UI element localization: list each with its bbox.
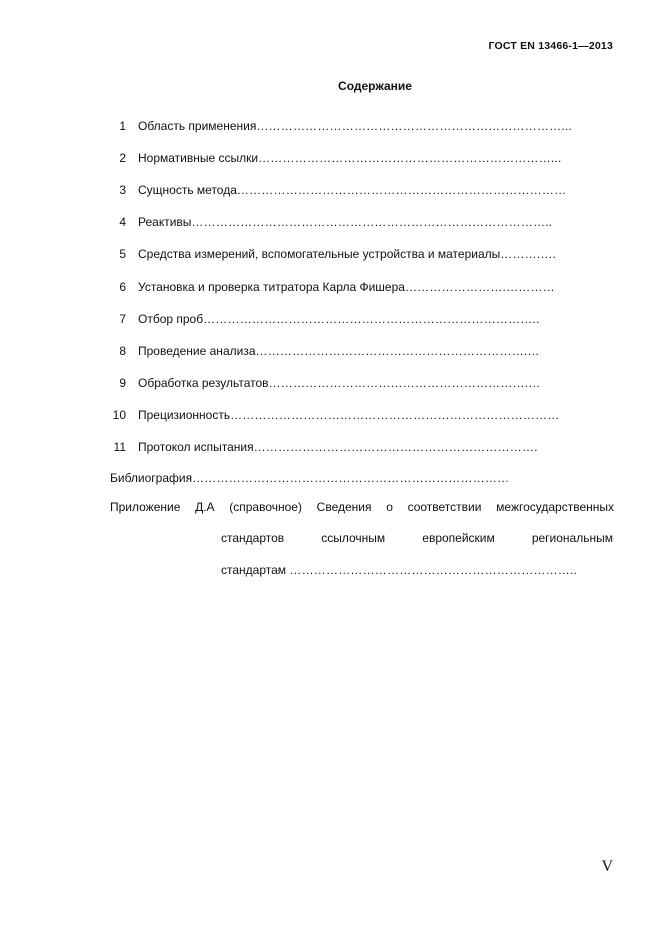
toc-leader-dots: …………………………………………………………………... bbox=[256, 119, 572, 133]
toc-leader-dots: …………………….………… bbox=[404, 280, 555, 294]
toc-leader-dots: ……………………………………………………………………….. bbox=[203, 312, 540, 326]
toc-leader-dots: ………………………………………………………………... bbox=[258, 151, 562, 165]
appendix-word: стандартов bbox=[221, 531, 285, 545]
toc-item[interactable] bbox=[100, 150, 562, 166]
bibliography-label: Библиография bbox=[110, 471, 193, 485]
appendix-entry-last-line bbox=[221, 562, 577, 578]
toc-leader-dots: …………………………………………………………………………….. bbox=[191, 215, 553, 229]
page-number: V bbox=[601, 858, 613, 875]
toc-item-label: Реактивы bbox=[138, 215, 192, 229]
toc-item-label: Обработка результатов bbox=[138, 376, 269, 390]
toc-item-label: Проведение анализа bbox=[138, 344, 256, 358]
toc-item-label: Прецизионность bbox=[138, 408, 231, 422]
toc-item[interactable] bbox=[100, 118, 572, 134]
toc-item-number: 5 bbox=[119, 247, 126, 261]
toc-item-number: 2 bbox=[119, 151, 126, 165]
toc-item[interactable] bbox=[100, 407, 560, 423]
toc-item-label: Средства измерений, вспомогательные устройства и материалы bbox=[138, 247, 501, 261]
toc-leader-dots: ……………………………………………………………. bbox=[253, 440, 538, 454]
toc-item[interactable] bbox=[100, 214, 552, 230]
toc-item-number: 11 bbox=[113, 440, 126, 454]
toc-item-number: 3 bbox=[119, 183, 126, 197]
toc-leader-dots: …………………………………………………………………… bbox=[192, 471, 510, 485]
toc-title: Содержание bbox=[338, 79, 412, 93]
toc-item-number: 6 bbox=[119, 280, 126, 294]
toc-item[interactable] bbox=[100, 343, 540, 359]
toc-item-label: Установка и проверка титратора Карла Фишера bbox=[138, 280, 405, 294]
toc-item-label: Область применения bbox=[138, 119, 257, 133]
toc-item-number: 8 bbox=[119, 344, 126, 358]
toc-item-number: 7 bbox=[119, 312, 126, 326]
toc-item[interactable] bbox=[100, 246, 556, 262]
toc-item-number: 10 bbox=[112, 408, 126, 422]
appendix-label-end: стандартам bbox=[221, 563, 287, 577]
toc-leader-dots: …………………………………………………………….. bbox=[289, 563, 578, 577]
toc-item-label: Протокол испытания bbox=[138, 440, 254, 454]
appendix-entry-continuation bbox=[221, 530, 613, 546]
toc-leader-dots: ………………………………………………………….… bbox=[255, 344, 540, 358]
appendix-word: европейским bbox=[422, 531, 495, 545]
toc-item-label: Сущность метода bbox=[138, 183, 237, 197]
toc-leader-dots: ……….…. bbox=[500, 247, 557, 261]
toc-item-number: 1 bbox=[119, 119, 126, 133]
toc-item[interactable] bbox=[100, 182, 566, 198]
toc-item-number: 4 bbox=[119, 215, 126, 229]
document-code: ГОСТ EN 13466-1—2013 bbox=[488, 40, 613, 52]
toc-item-label: Отбор проб bbox=[138, 312, 204, 326]
toc-bibliography[interactable] bbox=[110, 470, 509, 486]
toc-item[interactable] bbox=[100, 311, 540, 327]
toc-leader-dots: ……………………………………………………………………… bbox=[230, 408, 560, 422]
toc-item[interactable] bbox=[100, 439, 538, 455]
toc-item[interactable] bbox=[100, 375, 540, 391]
toc-item-label: Нормативные ссылки bbox=[138, 151, 259, 165]
toc-item[interactable] bbox=[100, 279, 555, 295]
appendix-entry-title[interactable]: Приложение Д.А (справочное) Сведения о соответствии межгосударственных bbox=[110, 500, 614, 514]
toc-leader-dots: ……………………………………………………….… bbox=[268, 376, 541, 390]
toc-leader-dots: ……………………………………………………………………… bbox=[236, 183, 567, 197]
toc-item-number: 9 bbox=[119, 376, 126, 390]
appendix-word: региональным bbox=[531, 531, 613, 545]
appendix-word: ссылочным bbox=[321, 531, 386, 545]
